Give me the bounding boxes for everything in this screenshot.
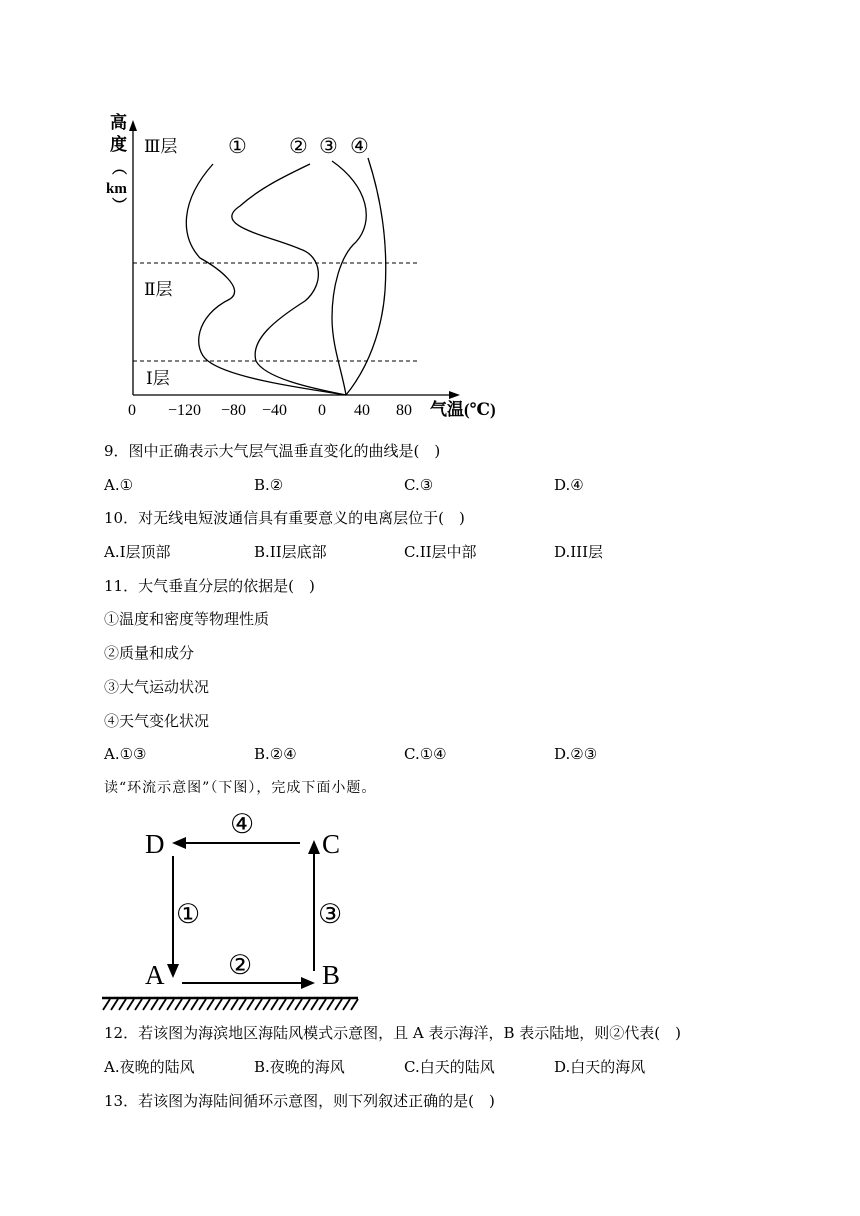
x-tick-neg120: −120 (168, 402, 202, 419)
corner-c: C (322, 829, 341, 859)
y-axis-label-2: 度 (110, 135, 127, 154)
question-9-option-c[interactable]: C.③ (404, 476, 434, 494)
curve-label-4: ④ (350, 134, 369, 158)
arrow-1-head (167, 964, 179, 978)
question-11-item-1: ①温度和密度等物理性质 (104, 610, 270, 628)
x-tick-zero: 0 (318, 402, 326, 419)
question-13-stem: 13．若该图为海陆间循环示意图，则下列叙述正确的是( ) (104, 1092, 495, 1110)
question-10-option-d[interactable]: D.III层 (554, 543, 604, 561)
arrow-4-head (172, 837, 186, 849)
curve-label-1: ① (228, 134, 247, 158)
y-axis-label-3: （ (110, 160, 126, 176)
corner-b: B (322, 960, 341, 990)
question-9-option-b[interactable]: B.② (254, 476, 284, 494)
y-axis-arrowhead (129, 120, 137, 131)
circulation-figure (100, 806, 370, 1012)
question-11-item-3: ③大气运动状况 (104, 678, 210, 696)
question-11-option-b[interactable]: B.②④ (254, 745, 297, 763)
x-tick-origin: 0 (128, 402, 136, 419)
x-tick-40: 40 (354, 402, 370, 419)
arrow-3-label: ③ (318, 899, 343, 929)
question-12-option-d[interactable]: D.白天的海风 (554, 1058, 646, 1076)
question-9-option-a[interactable]: A.① (104, 476, 134, 494)
curve-2 (232, 164, 346, 395)
x-axis-label: 气温(℃) (430, 400, 496, 419)
question-12-option-b[interactable]: B.夜晚的海风 (254, 1058, 345, 1076)
x-tick-neg40: −40 (262, 402, 288, 419)
arrow-3-head (308, 840, 320, 854)
corner-a: A (145, 960, 165, 990)
layer-label-3: Ⅲ层 (144, 137, 178, 156)
ground-hatching (102, 998, 358, 1010)
layer-label-1: Ⅰ层 (146, 369, 170, 388)
question-11-option-a[interactable]: A.①③ (104, 745, 147, 763)
question-10-stem: 10．对无线电短波通信具有重要意义的电离层位于( ) (104, 509, 465, 527)
question-9-stem: 9．图中正确表示大气层气温垂直变化的曲线是( ) (104, 442, 441, 460)
x-axis-arrowhead (449, 391, 460, 399)
y-axis-label-4: km (106, 181, 127, 197)
atmosphere-temperature-figure (100, 106, 520, 426)
question-11-stem: 11．大气垂直分层的依据是( ) (104, 577, 315, 595)
reading-prompt: 读“环流示意图”（下图），完成下面小题。 (104, 780, 377, 796)
question-11-option-c[interactable]: C.①④ (404, 745, 447, 763)
question-12-option-c[interactable]: C.白天的陆风 (404, 1058, 495, 1076)
arrow-2-label: ② (228, 950, 253, 980)
x-tick-80: 80 (396, 402, 412, 419)
arrow-1-label: ① (176, 899, 201, 929)
question-10-option-b[interactable]: B.II层底部 (254, 543, 327, 561)
arrow-4-label: ④ (230, 809, 255, 839)
question-10-option-c[interactable]: C.II层中部 (404, 543, 477, 561)
layer-label-2: Ⅱ层 (144, 280, 173, 299)
curve-label-2: ② (289, 134, 308, 158)
y-axis-label-1: 高 (110, 113, 127, 132)
curve-1 (186, 164, 346, 395)
question-10-option-a[interactable]: A.I层顶部 (104, 543, 171, 561)
question-12-stem: 12．若该图为海滨地区海陆风模式示意图，且 A 表示海洋，B 表示陆地，则②代表( ) (104, 1024, 681, 1042)
curve-label-3: ③ (319, 134, 338, 158)
curve-4 (346, 158, 386, 395)
x-tick-neg80: −80 (221, 402, 247, 419)
question-11-option-d[interactable]: D.②③ (554, 745, 598, 763)
arrow-2-head (301, 977, 315, 989)
curve-3 (332, 161, 366, 395)
question-11-item-2: ②质量和成分 (104, 644, 195, 662)
corner-d: D (145, 829, 165, 859)
question-11-item-4: ④天气变化状况 (104, 712, 210, 730)
question-12-option-a[interactable]: A.夜晚的陆风 (104, 1058, 195, 1076)
y-axis-label-5: ） (110, 197, 126, 213)
question-9-option-d[interactable]: D.④ (554, 476, 584, 494)
